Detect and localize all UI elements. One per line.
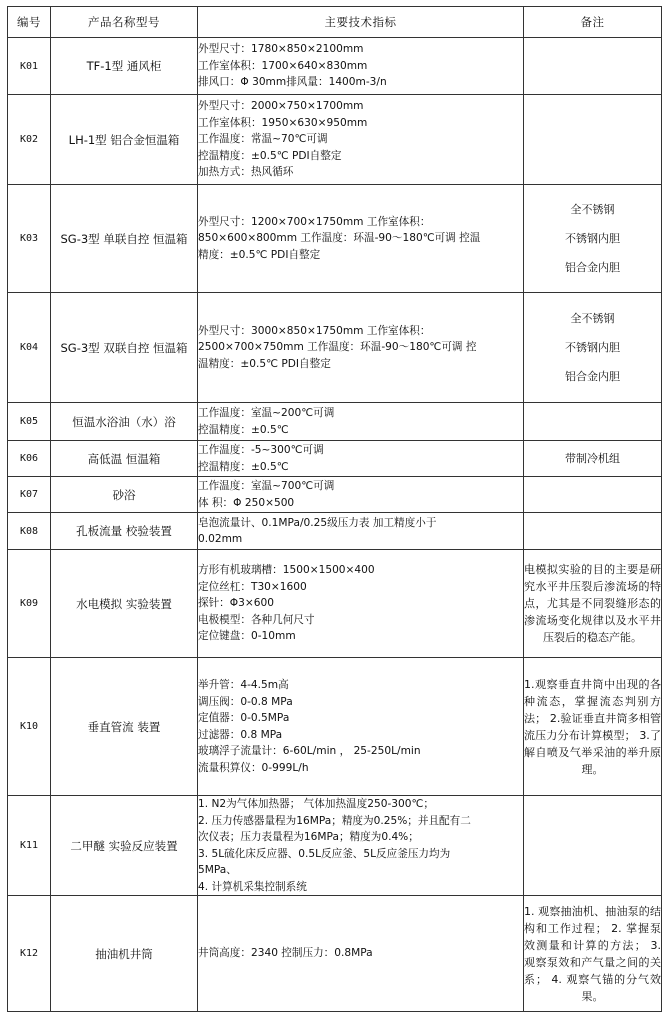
spec-cell <box>198 796 524 896</box>
product-id: K12 <box>8 896 51 1012</box>
spec-cell <box>198 896 524 1012</box>
note-line: 铝合金内胆 <box>565 370 620 383</box>
note-line: 不锈钢内胆 <box>565 232 620 245</box>
table-row <box>8 95 662 185</box>
spec-line: 定位键盘：0-10mm <box>198 630 296 643</box>
spec-line: 体 积：Φ 250×500 <box>198 496 295 509</box>
spec-line: 方形有机玻璃槽：1500×1500×400 <box>198 564 375 577</box>
spec-line: 850×600×800mm 工作温度：环温-90～180℃可调 控温 <box>198 232 481 245</box>
table-row <box>8 896 662 1012</box>
spec-line: 调压阀：0-0.8 MPa <box>198 695 293 708</box>
note-cell <box>524 293 662 403</box>
spec-line: 2. 压力传感器量程为16MPa；精度为0.25%；并且配有二 <box>198 814 471 827</box>
note-cell <box>524 796 662 896</box>
spec-cell <box>198 403 524 441</box>
spec-cell <box>198 658 524 796</box>
spec-cell <box>198 477 524 513</box>
spec-line: 玻璃浮子流量计：6-60L/min ， 25-250L/min <box>198 745 421 757</box>
note-cell <box>524 441 662 477</box>
product-id: K01 <box>8 38 51 95</box>
note-cell <box>524 38 662 95</box>
spec-line: 工作温度：-5~300℃可调 <box>198 444 324 456</box>
product-name: TF-1型 通风柜 <box>51 38 198 95</box>
spec-line: 电极模型：各种几何尺寸 <box>198 613 315 626</box>
note-line: 全不锈钢 <box>570 203 615 216</box>
spec-line: 举升管：4-4.5m高 <box>198 679 289 691</box>
product-name: SG-3型 双联自控 恒温箱 <box>51 293 198 403</box>
product-name: 砂浴 <box>51 477 198 513</box>
product-id: K09 <box>8 550 51 658</box>
table-row <box>8 185 662 293</box>
table-row <box>8 441 662 477</box>
spec-line: 过滤器：0.8 MPa <box>198 728 283 741</box>
spec-line: 5MPa、 <box>198 864 237 876</box>
spec-line: 井筒高度：2340 控制压力：0.8MPa <box>198 947 373 960</box>
product-name: SG-3型 单联自控 恒温箱 <box>51 185 198 293</box>
product-id: K02 <box>8 95 51 185</box>
spec-line: 定位丝杠：T30×1600 <box>198 580 307 593</box>
spec-line: 探针：Φ3×600 <box>198 597 274 610</box>
product-name: 垂直管流 装置 <box>51 658 198 796</box>
note-line: 电模拟实验的目的主要是研究水平井压裂后渗流场的特点，尤其是不同裂缝形态的渗流场变化规律以及水平井压裂后的稳态产能。 <box>524 563 661 644</box>
spec-cell <box>198 38 524 95</box>
spec-line: 工作温度：常温~70℃可调 <box>198 133 328 146</box>
spec-line: 控温精度：±0.5℃ <box>198 423 289 436</box>
product-name: 恒温水浴油（水）浴 <box>51 403 198 441</box>
spec-line: 工作室体积：1700×640×830mm <box>198 59 368 72</box>
spec-line: 外型尺寸：1200×700×1750mm 工作室体积： <box>198 215 431 228</box>
spec-line: 控温精度：±0.5℃ <box>198 460 289 473</box>
spec-line: 工作温度：室温~700℃可调 <box>198 480 335 492</box>
spec-line: 工作室体积：1950×630×950mm <box>198 116 368 129</box>
product-name: 水电模拟 实验装置 <box>51 550 198 658</box>
header-note: 备注 <box>524 7 662 38</box>
note-line: 带制冷机组 <box>565 452 620 465</box>
header-name: 产品名称型号 <box>51 7 198 38</box>
note-line: 1. 观察抽油机、抽油泵的结构和工作过程； 2. 掌握泵效测量和计算的方法； 3. 观察泵效和产气量之间的关系； 4. 观察气锚的分气效果。 <box>524 904 661 1003</box>
header-id: 编号 <box>8 7 51 38</box>
product-name: 高低温 恒温箱 <box>51 441 198 477</box>
note-cell <box>524 185 662 293</box>
table-row <box>8 403 662 441</box>
product-name: 二甲醚 实验反应装置 <box>51 796 198 896</box>
product-id: K11 <box>8 796 51 896</box>
table-row <box>8 796 662 896</box>
product-id: K08 <box>8 513 51 550</box>
note-line: 全不锈钢 <box>570 312 615 325</box>
table-row <box>8 658 662 796</box>
header-spec: 主要技术指标 <box>198 7 524 38</box>
spec-cell <box>198 550 524 658</box>
product-name: LH-1型 铝合金恒温箱 <box>51 95 198 185</box>
table-row <box>8 38 662 95</box>
spec-cell <box>198 185 524 293</box>
spec-line: 3. 5L硫化床反应器、0.5L反应釜、5L反应釜压力均为 <box>198 847 451 860</box>
spec-line: 皂泡流量计、0.1MPa/0.25级压力表 加工精度小于 <box>198 516 437 529</box>
product-name: 抽油机井筒 <box>51 896 198 1012</box>
spec-line: 精度：±0.5℃ PDI自整定 <box>198 248 321 261</box>
table-header-row <box>8 7 662 38</box>
note-line: 铝合金内胆 <box>565 261 620 274</box>
spec-line: 排风口：Φ 30mm排风量：1400m-3/n <box>198 76 387 89</box>
product-id: K04 <box>8 293 51 403</box>
table-row <box>8 550 662 658</box>
spec-cell <box>198 293 524 403</box>
spec-line: 流量积算仪：0-999L/h <box>198 761 309 774</box>
note-cell <box>524 477 662 513</box>
spec-line: 控温精度：±0.5℃ PDI自整定 <box>198 149 342 162</box>
note-cell <box>524 658 662 796</box>
table-row <box>8 293 662 403</box>
spec-line: 2500×700×750mm 工作温度：环温-90～180℃可调 控 <box>198 341 477 354</box>
table-row <box>8 477 662 513</box>
product-id: K06 <box>8 441 51 477</box>
spec-line: 外型尺寸：1780×850×2100mm <box>198 43 364 56</box>
spec-line: 加热方式：热风循环 <box>198 166 294 179</box>
product-id: K05 <box>8 403 51 441</box>
spec-line: 温精度：±0.5℃ PDI自整定 <box>198 357 331 370</box>
spec-line: 外型尺寸：3000×850×1750mm 工作室体积： <box>198 324 431 337</box>
spec-line: 1. N2为气体加热器； 气体加热温度250-300℃； <box>198 798 434 810</box>
spec-line: 外型尺寸：2000×750×1700mm <box>198 100 364 113</box>
product-id: K03 <box>8 185 51 293</box>
table-row <box>8 513 662 550</box>
note-cell <box>524 403 662 441</box>
note-cell <box>524 513 662 550</box>
product-id: K10 <box>8 658 51 796</box>
note-cell <box>524 896 662 1012</box>
spec-line: 4. 计算机采集控制系统 <box>198 880 307 893</box>
note-cell <box>524 95 662 185</box>
product-name: 孔板流量 校验装置 <box>51 513 198 550</box>
product-id: K07 <box>8 477 51 513</box>
spec-line: 工作温度：室温~200℃可调 <box>198 407 335 419</box>
note-cell <box>524 550 662 658</box>
spec-line: 次仪表；压力表量程为16MPa；精度为0.4%； <box>198 831 419 843</box>
spec-line: 定值器：0-0.5MPa <box>198 712 290 724</box>
note-line: 1.观察垂直井筒中出现的各种流态，掌握流态判别方法； 2.验证垂直井筒多相管流压力分布计算模型； 3.了解自喷及气举采油的举升原理。 <box>524 677 661 776</box>
spec-cell <box>198 513 524 550</box>
spec-table <box>7 6 662 1012</box>
spec-cell <box>198 95 524 185</box>
note-line: 不锈钢内胆 <box>565 341 620 354</box>
spec-line: 0.02mm <box>198 533 243 545</box>
spec-cell <box>198 441 524 477</box>
